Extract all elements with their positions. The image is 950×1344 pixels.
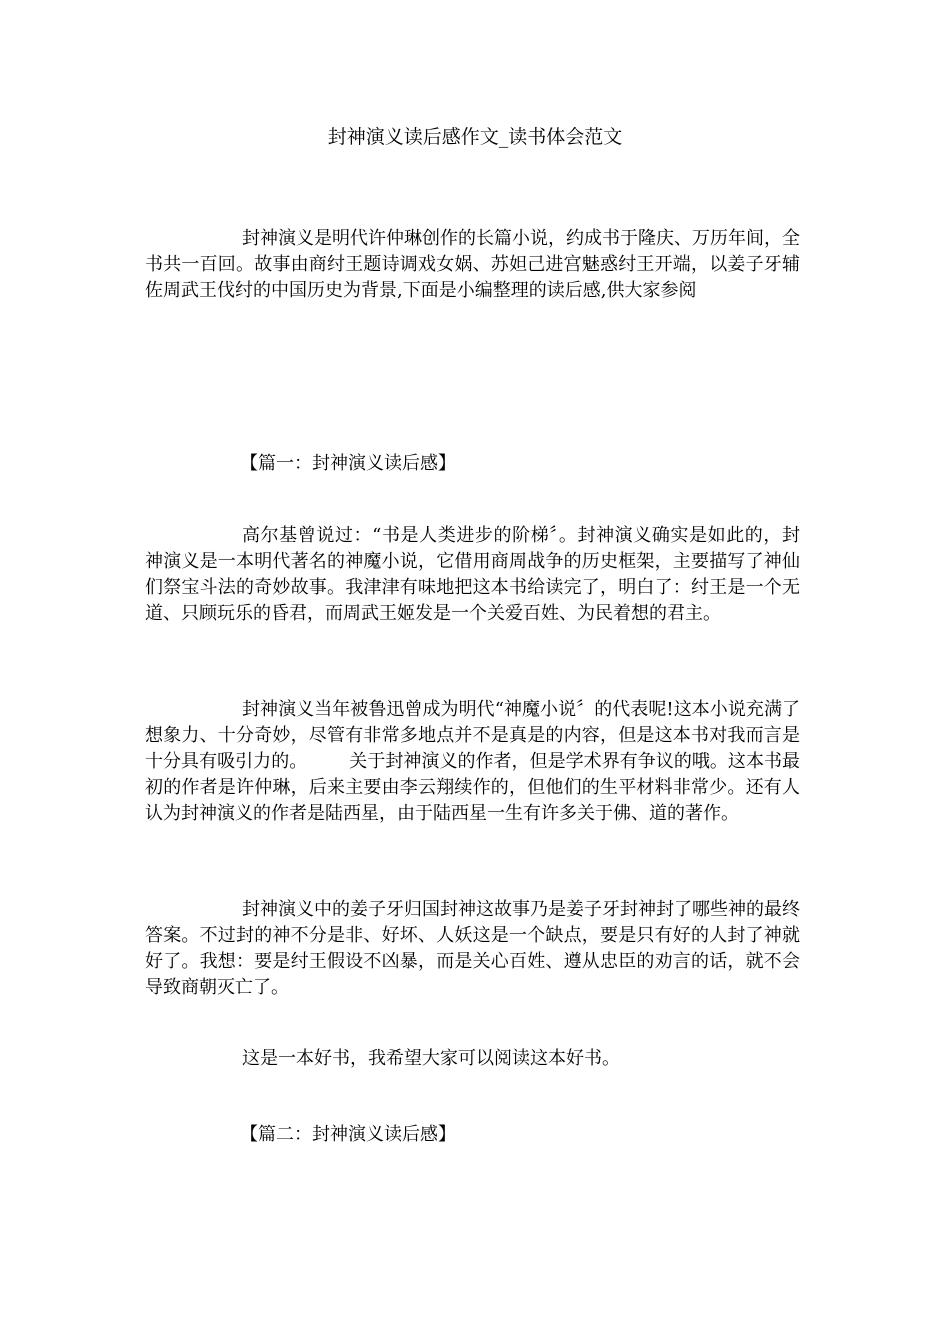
section-1-closing: 这是一本好书，我希望大家可以阅读这本好书。 <box>242 1048 620 1069</box>
paragraph-2-part-a: 封神演义当年被鲁迅曾成为明代“神魔小说〞的代表呢!这本小说充满了想象力、十分奇妙，尽管有非常多地点并不是真是的内容，但是这本书对我而言是十分具有吸引力的。 <box>145 699 800 772</box>
section-1-paragraph-3: 封神演义中的姜子牙归国封神这故事乃是姜子牙封神封了哪些神的最终答案。不过封的神不分是非、好坏、人妖这是一个缺点，要是只有好的人封了神就好了。我想：要是纣王假设不凶暴，而是关心百姓、遵从忠臣的劝言的话，就不会导致商朝灭亡了。 <box>145 899 800 998</box>
document-title: 封神演义读后感作文_读书体会范文 <box>327 126 623 148</box>
section-1-heading: 【篇一：封神演义读后感】 <box>240 453 456 474</box>
section-2-heading: 【篇二：封神演义读后感】 <box>240 1124 456 1145</box>
intro-paragraph: 封神演义是明代许仲琳创作的长篇小说，约成书于隆庆、万历年间，全书共一百回。故事由商纣王题诗调戏女娲、苏妲己进宫魅惑纣王开端，以姜子牙辅佐周武王伐纣的中国历史为背景,下面是小编整理的读后感,供大家参阅 <box>145 228 800 301</box>
paragraph-2-part-b: 关于封神演义的作者，但是学术界有争议的哦。这本书最初的作者是许仲琳，后来主要由李云翔续作的，但他们的生平材料非常少。还有人认为封神演义的作者是陆西星，由于陆西星一生有许多关于佛、道的著作。 <box>145 751 800 824</box>
section-1-paragraph-1: 高尔基曾说过：“书是人类进步的阶梯〞。封神演义确实是如此的，封神演义是一本明代著名的神魔小说，它借用商周战争的历史框架，主要描写了神仙们祭宝斗法的奇妙故事。我津津有味地把这本书给读完了，明白了：纣王是一个无道、只顾玩乐的昏君，而周武王姬发是一个关爱百姓、为民着想的君主。 <box>145 525 800 624</box>
section-1-paragraph-2 <box>145 697 800 827</box>
